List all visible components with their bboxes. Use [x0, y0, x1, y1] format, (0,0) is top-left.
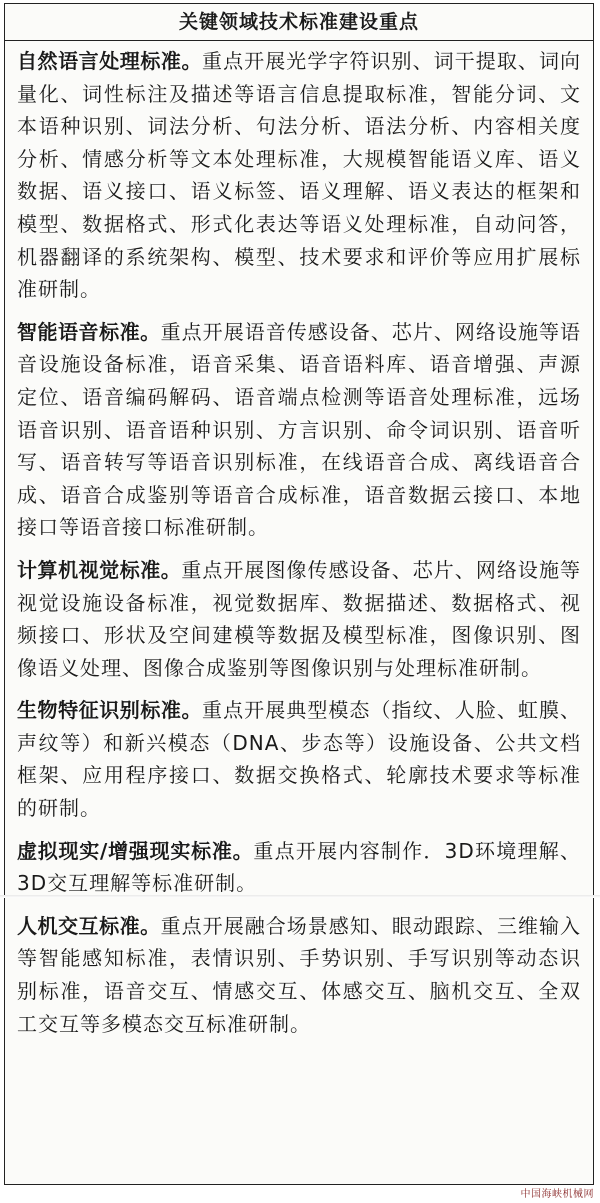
- scan-seam: [0, 895, 600, 898]
- section-text: 重点开展图像传感设备、芯片、网络设施等视觉设施设备标准，视觉数据库、数据描述、数据格式、视频接口、形状及空间建模等数据及模型标准，图像识别、图像语义处理、图像合成鉴别等图像识别与处理标准研制。: [17, 557, 582, 680]
- watermark: 中国海峡机械网: [520, 1189, 594, 1200]
- section-heading: 虚拟现实/增强现实标准。: [17, 838, 254, 863]
- box-body: [5, 41, 593, 1040]
- section-vr-ar: [17, 835, 581, 900]
- section-text: 重点开展光学字符识别、词干提取、词向量化、词性标注及描述等语言信息提取标准，智能分词、文本语种识别、词法分析、句法分析、语法分析、内容相关度分析、情感分析等文本处理标准，大规模智能语义库、语义数据、语义接口、语义标签、语义理解、语义表达的框架和模型、数据格式、形式化表达等语义处理标准，自动问答，机器翻译的系统架构、模型、技术要求和评价等应用扩展标准研制。: [17, 49, 582, 302]
- section-text: 重点开展内容制作．3D环境理解、3D交互理解等标准研制。: [17, 838, 582, 896]
- section-biometrics: [17, 694, 581, 824]
- section-text: 重点开展典型模态（指纹、人脸、虹膜、声纹等）和新兴模态（DNA、步态等）设施设备、公共文档框架、应用程序接口、数据交换格式、轮廓技术要求等标准的研制。: [17, 698, 582, 821]
- section-nlp: [17, 45, 581, 306]
- section-hci: [17, 910, 581, 1040]
- section-heading: 计算机视觉标准。: [17, 557, 182, 582]
- box-title: 关键领域技术标准建设重点: [5, 4, 593, 41]
- section-text: 重点开展融合场景感知、眼动跟踪、三维输入等智能感知标准，表情识别、手势识别、手写识别等动态识别标准，语音交互、情感交互、体感交互、脑机交互、全双工交互等多模态交互标准研制。: [17, 913, 582, 1036]
- section-heading: 智能语音标准。: [17, 319, 161, 344]
- section-speech: [17, 316, 581, 544]
- standards-box: [4, 3, 594, 1185]
- section-heading: 自然语言处理标准。: [17, 49, 203, 73]
- section-heading: 生物特征识别标准。: [17, 698, 203, 723]
- section-heading: 人机交互标准。: [17, 913, 161, 938]
- section-vision: [17, 554, 581, 684]
- section-text: 重点开展语音传感设备、芯片、网络设施等语音设施设备标准，语音采集、语音语料库、语音增强、声源定位、语音编码解码、语音端点检测等语音处理标准，远场语音识别、语音语种识别、方言识别、命令词识别、语音听写、语音转写等语音识别标准，在线语音合成、离线语音合成、语音合成鉴别等语音合成标准，语音数据云接口、本地接口等语音接口标准研制。: [17, 319, 582, 540]
